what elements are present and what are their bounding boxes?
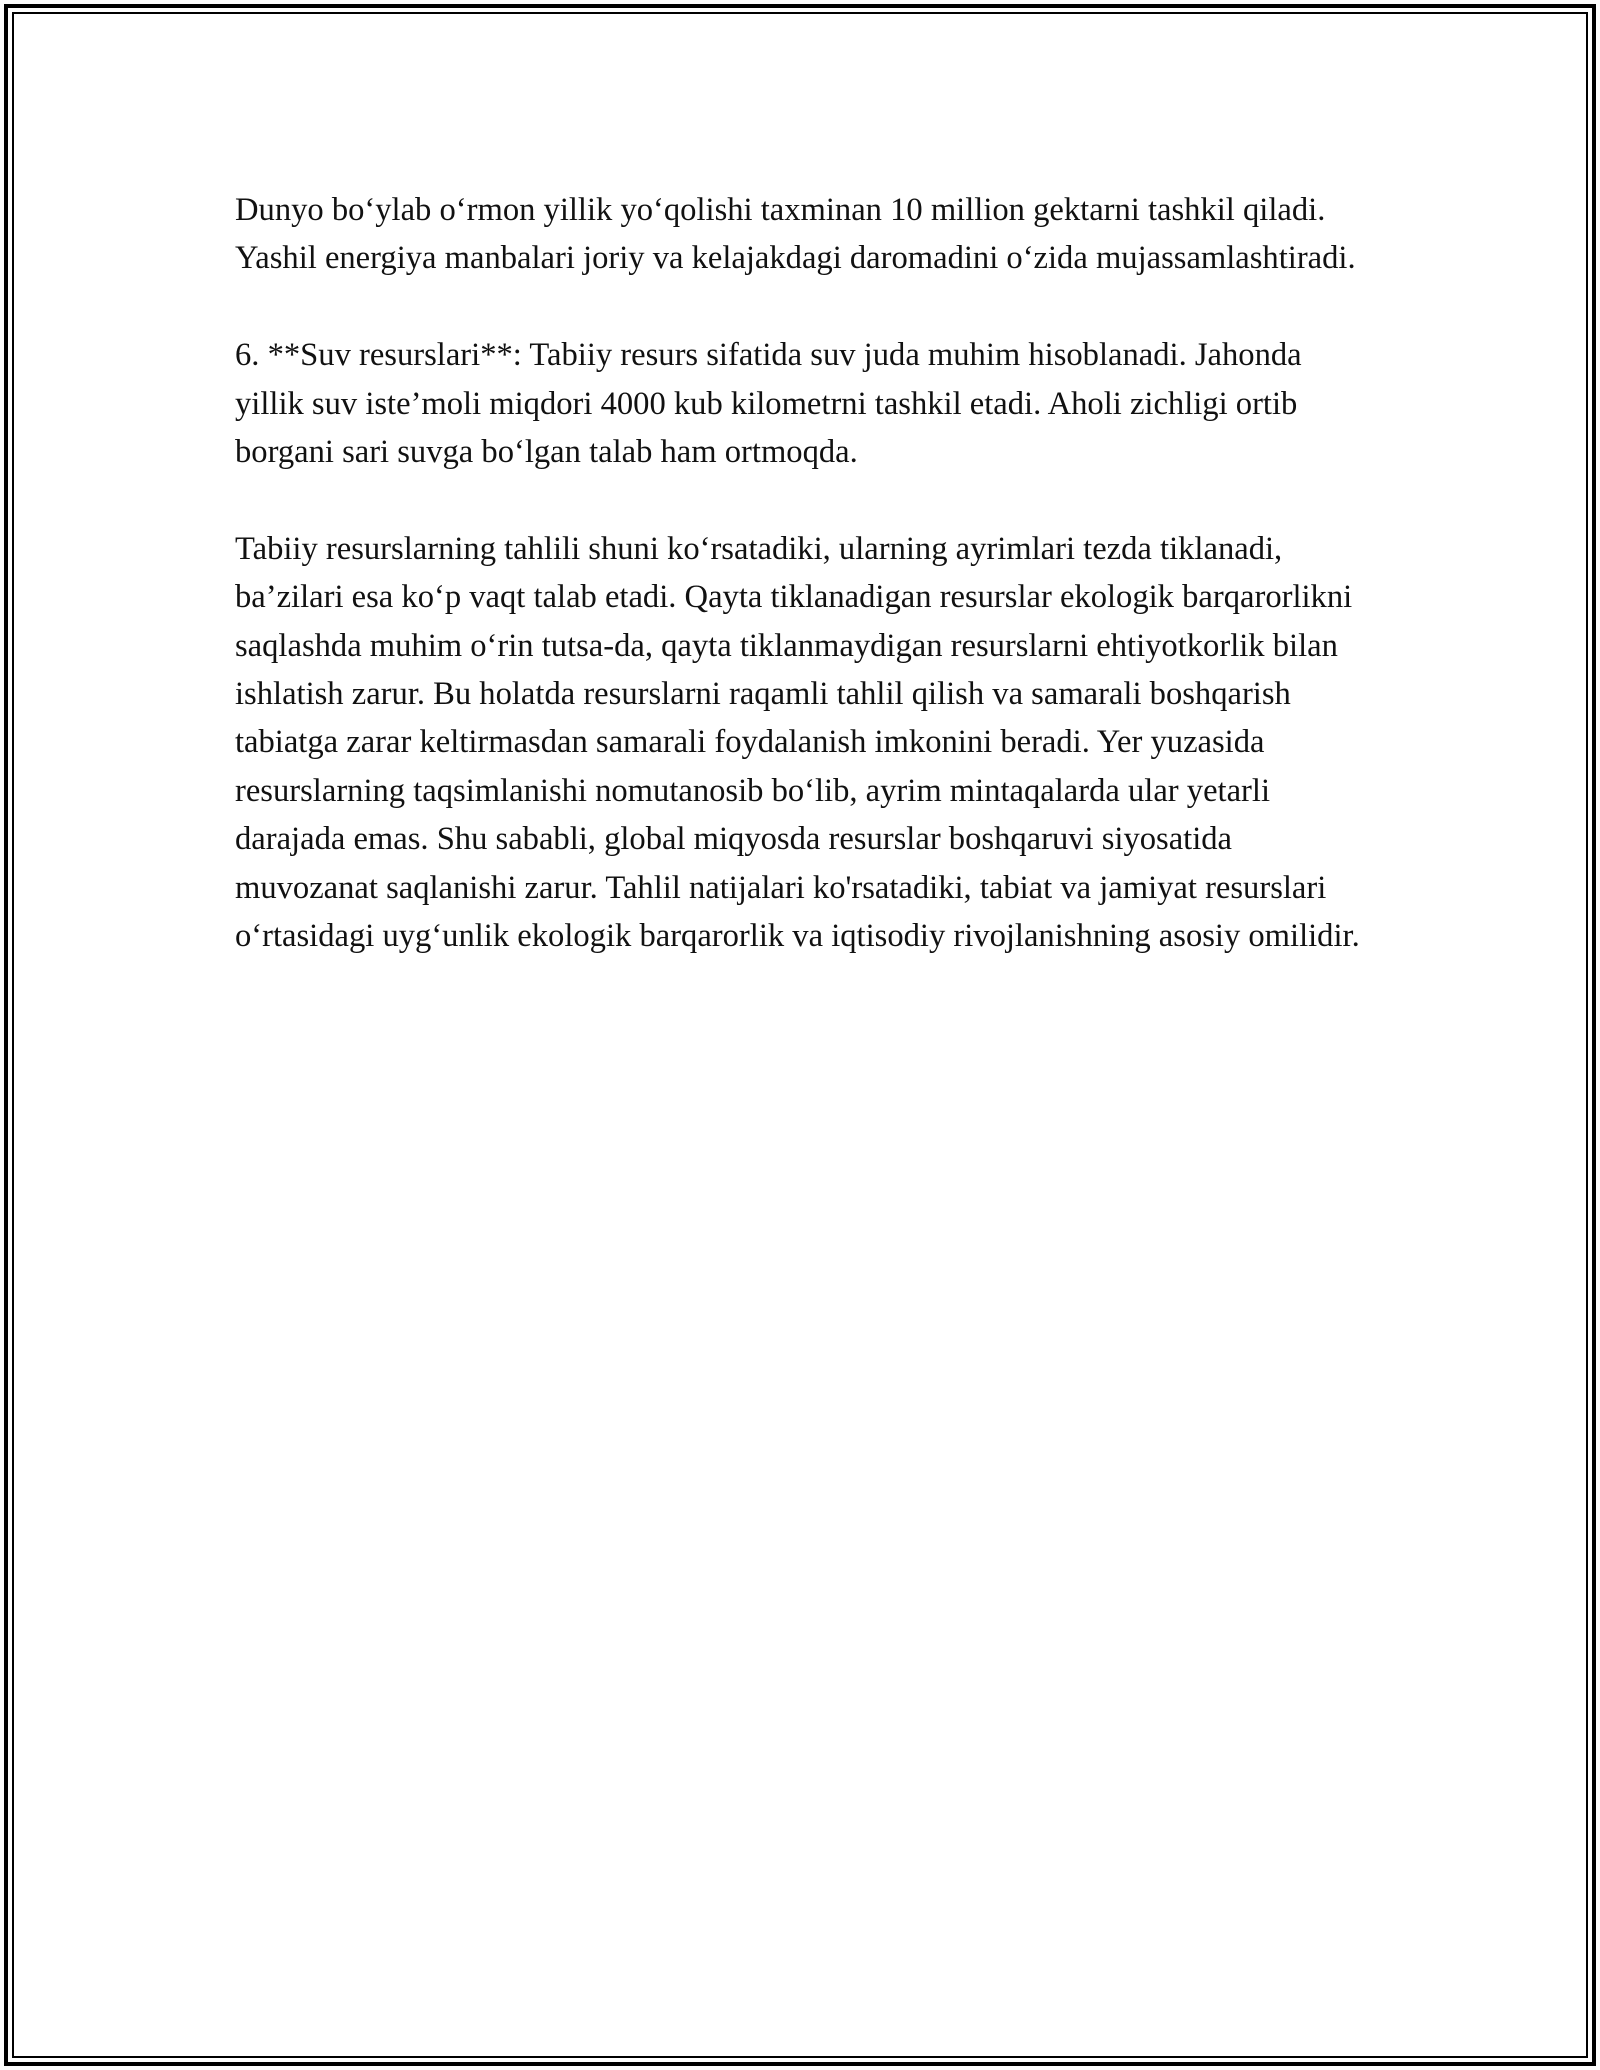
- document-body: [235, 186, 1375, 1009]
- paragraph-forest-loss: Dunyo bo‘ylab o‘rmon yillik yo‘qolishi taxminan 10 million gektarni tashkil qiladi. Yashil energiya manbalari joriy va kelajakdagi daromadini o‘zida mujassamlashtiradi.: [235, 192, 1356, 277]
- paragraph-resource-analysis: Tabiiy resurslarning tahlili shuni ko‘rsatadiki, ularning ayrimlari tezda tiklanadi, ba’zilari esa ko‘p vaqt talab etadi. Qayta tiklanadigan resurslar ekologik barqarorlikni saqlashda muhim o‘rin tutsa-da, qayta tiklanmaydigan resurslarni ehtiyotkorlik bilan ishlatish zarur. Bu holatda resurslarni raqamli tahlil qilish va samarali boshqarish tabiatga zarar keltirmasdan samarali foydalanish imkonini beradi. Yer yuzasida resurslarning taqsimlanishi nomutanosib bo‘lib, ayrim mintaqalarda ular yetarli darajada emas. Shu sababli, global miqyosda resurslar boshqaruvi siyosatida muvozanat saqlanishi zarur. Tahlil natijalari ko'rsatadiki, tabiat va jamiyat resurslari o‘rtasidagi uyg‘unlik ekologik barqarorlik va iqtisodiy rivojlanishning asosiy omilidir.: [235, 530, 1360, 955]
- paragraph-water-resources: 6. **Suv resurslari**: Tabiiy resurs sifatida suv juda muhim hisoblanadi. Jahonda yillik suv iste’moli miqdori 4000 kub kilometrni tashkil etadi. Aholi zichligi ortib borgani sari suvga bo‘lgan talab ham ortmoqda.: [235, 337, 1302, 471]
